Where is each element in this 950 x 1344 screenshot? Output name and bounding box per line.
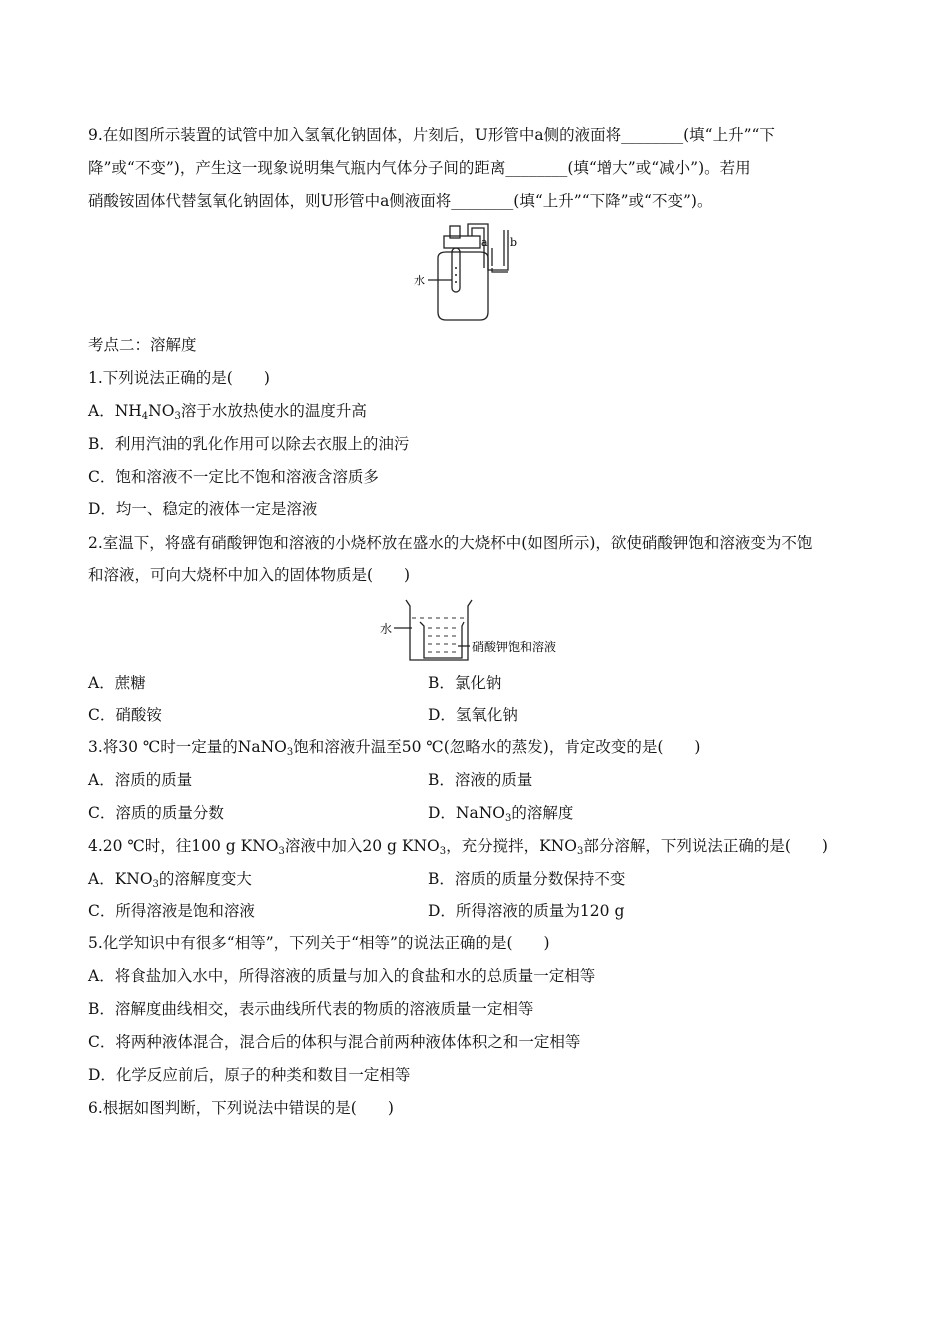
q5-stem: 5.化学知识中有很多“相等”，下列关于“相等”的说法正确的是( )	[88, 934, 550, 952]
q2-option-c: C．硝酸铵	[88, 706, 162, 724]
beaker-figure	[378, 596, 574, 664]
q6-stem: 6.根据如图判断，下列说法中错误的是( )	[88, 1099, 394, 1117]
q1-option-c: C．饱和溶液不一定比不饱和溶液含溶质多	[88, 468, 379, 486]
q2-option-a: A．蔗糖	[88, 674, 146, 692]
q1-option-d: D．均一、稳定的液体一定是溶液	[88, 500, 318, 518]
q5-option-b: B．溶解度曲线相交，表示曲线所代表的物质的溶液质量一定相等	[88, 1000, 534, 1018]
q5-option-a: A．将食盐加入水中，所得溶液的质量与加入的食盐和水的总质量一定相等	[88, 967, 596, 985]
q1-stem: 1.下列说法正确的是( )	[88, 369, 270, 387]
water-label: 水	[414, 274, 425, 287]
q3-option-d: D．NaNO$_3$的溶解度	[428, 804, 574, 824]
q5-option-d: D．化学反应前后，原子的种类和数目一定相等	[88, 1066, 411, 1084]
q3-option-b: B．溶液的质量	[428, 771, 533, 789]
label-b: b	[510, 236, 518, 249]
q2-option-d: D．氢氧化钠	[428, 706, 518, 724]
q3-option-a: A．溶质的质量	[88, 771, 193, 789]
q2-option-b: B．氯化钠	[428, 674, 502, 692]
solution-label: 硝酸钾饱和溶液	[472, 640, 557, 654]
q5-option-c: C．将两种液体混合，混合后的体积与混合前两种液体体积之和一定相等	[88, 1033, 581, 1051]
q1-option-b: B．利用汽油的乳化作用可以除去衣服上的油污	[88, 435, 410, 453]
q4-option-b: B．溶质的质量分数保持不变	[428, 870, 626, 888]
q2-line2: 和溶液，可向大烧杯中加入的固体物质是( )	[88, 566, 411, 584]
q9-line1: 9.在如图所示装置的试管中加入氢氧化钠固体，片刻后，U形管中a侧的液面将________(填“上升”“下	[88, 126, 775, 144]
q4-stem: 4.20 ℃时，往100 g $KNO_3$溶液中加入20 g $KNO_3$，充分搅拌，$KNO_3$部分溶解，下列说法正确的是( )	[88, 837, 828, 857]
q4-option-d: D．所得溶液的质量为120 g	[428, 902, 625, 920]
q2-line1: 2.室温下，将盛有硝酸钾饱和溶液的小烧杯放在盛水的大烧杯中(如图所示)，欲使硝酸钾饱和溶液变为不饱	[88, 534, 813, 552]
q3-option-c: C．溶质的质量分数	[88, 804, 224, 822]
q4-option-c: C．所得溶液是饱和溶液	[88, 902, 255, 920]
label-a: a	[481, 236, 488, 249]
q3-stem: 3.将30 ℃时一定量的NaNO$_3$饱和溶液升温至50 ℃(忽略水的蒸发)，肯定改变的是( )	[88, 738, 701, 758]
q4-option-a: A．$KNO_3$的溶解度变大	[88, 870, 252, 890]
section-heading: 考点二：溶解度	[88, 336, 197, 354]
water-label: 水	[380, 622, 393, 636]
q9-line3: 硝酸铵固体代替氢氧化钠固体，则U形管中a侧液面将________(填“上升”“下降”或“不变”)。	[88, 192, 713, 210]
q1-option-a: A．$NH_4NO_3$溶于水放热使水的温度升高	[88, 402, 367, 422]
q9-line2: 降”或“不变”)，产生这一现象说明集气瓶内气体分子间的距离________(填“增大”或“减小”)。若用	[88, 159, 751, 177]
gas-bottle-u-tube-figure	[408, 220, 548, 324]
